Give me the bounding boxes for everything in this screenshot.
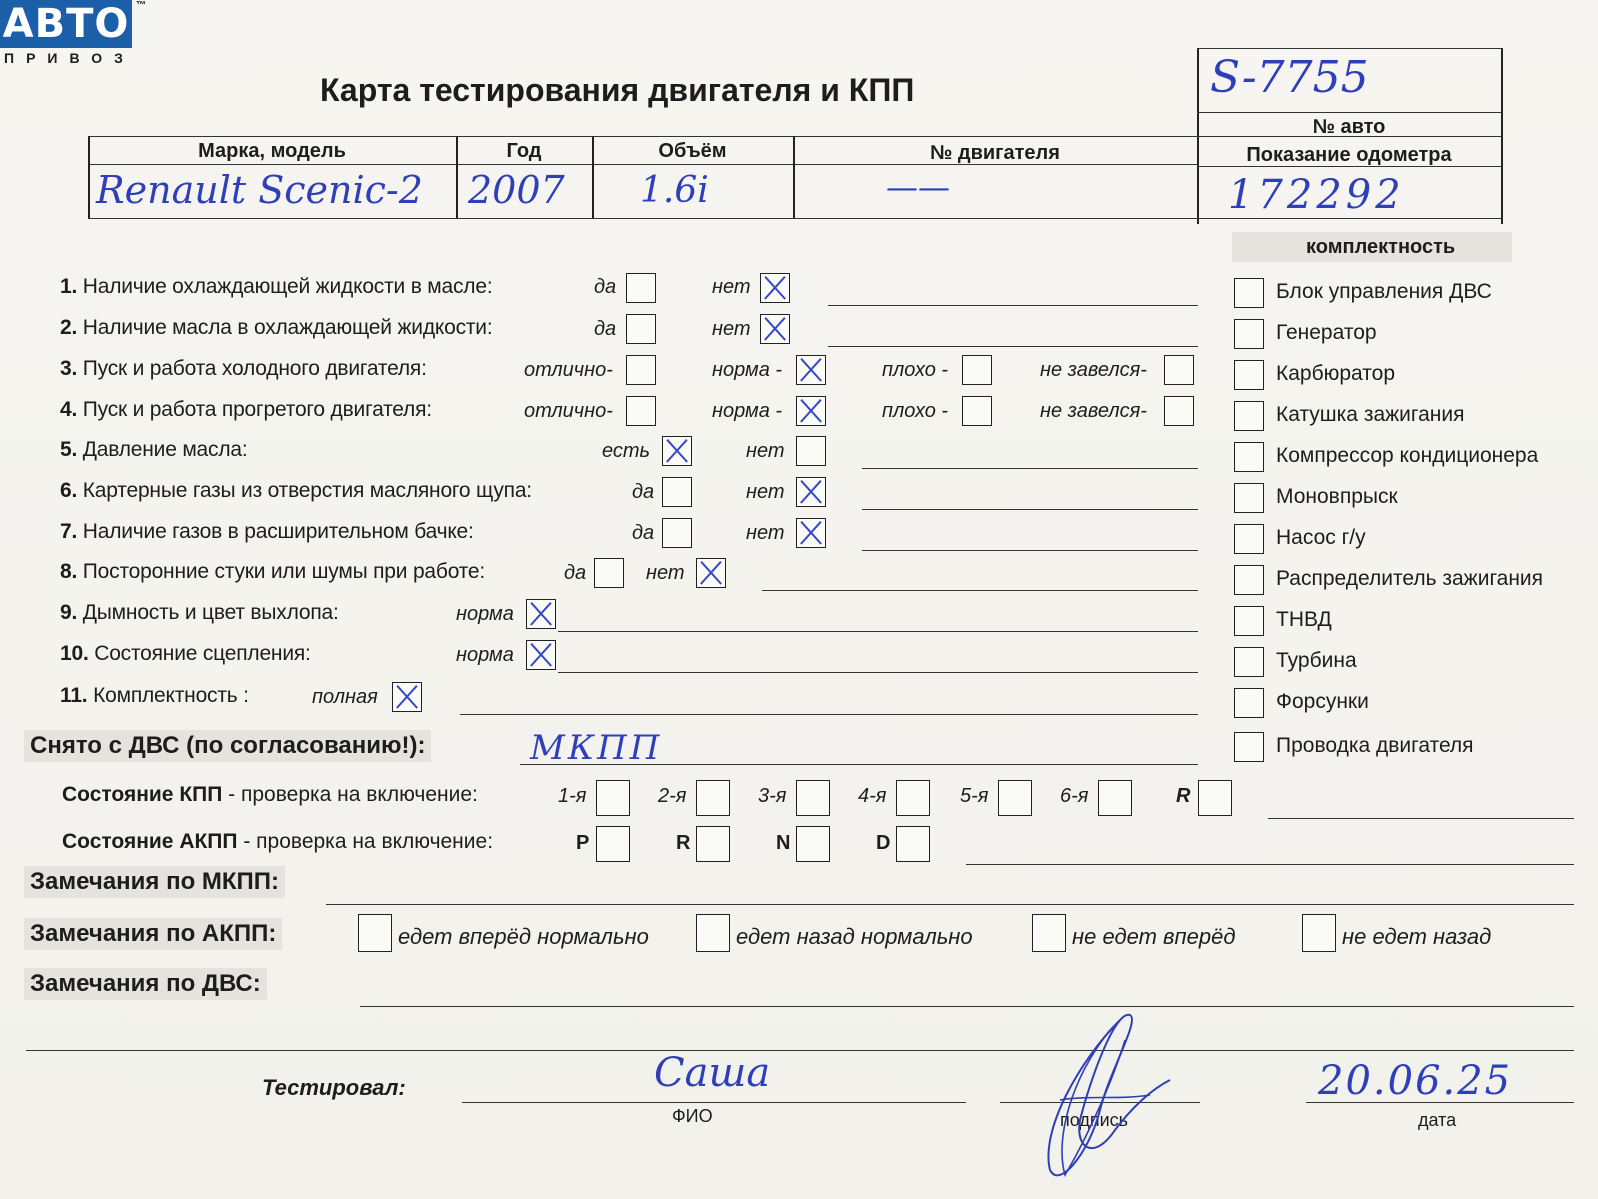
question-number: 11. [60, 684, 88, 707]
q9-normal-checkbox[interactable] [526, 599, 556, 629]
gear-5-checkbox[interactable] [998, 780, 1032, 816]
option-label-ne-zavelsya: не завелся- [1040, 359, 1147, 381]
col-engine-no: № двигателя [930, 142, 1060, 164]
komplekt-item: Форсунки [1276, 690, 1369, 713]
gear-label: 4-я [858, 785, 887, 807]
signature [1020, 1000, 1200, 1190]
akpp-option-label: едет вперёд нормально [398, 924, 649, 949]
option-label-net: нет [746, 440, 785, 462]
option-label-net: нет [646, 562, 685, 584]
q1-yes-checkbox[interactable] [626, 273, 656, 303]
q3-no-start-checkbox[interactable] [1164, 355, 1194, 385]
q4-normal-checkbox[interactable] [796, 396, 826, 426]
komplektnost-title: комплектность [1306, 236, 1456, 258]
q5-absent-checkbox[interactable] [796, 436, 826, 466]
komplekt-checkbox-ps-pump[interactable] [1234, 524, 1264, 554]
year-value: 2007 [468, 168, 565, 212]
q4-excellent-checkbox[interactable] [626, 396, 656, 426]
komplekt-checkbox-generator[interactable] [1234, 319, 1264, 349]
question-row-9 [60, 601, 339, 625]
question-row-2 [60, 316, 492, 340]
option-label-otlichno: отлично- [524, 359, 613, 381]
question-row-4 [60, 398, 432, 422]
question-number: 1. [60, 275, 78, 298]
komplekt-item: Компрессор кондиционера [1276, 444, 1539, 467]
question-text: Посторонние стуки или шумы при работе: [82, 560, 486, 583]
akpp-reverse-ok-checkbox[interactable] [696, 914, 730, 952]
gear-6-checkbox[interactable] [1098, 780, 1132, 816]
q3-excellent-checkbox[interactable] [626, 355, 656, 385]
gear-label: 6-я [1060, 785, 1089, 807]
komplekt-item: ТНВД [1276, 608, 1332, 631]
q3-bad-checkbox[interactable] [962, 355, 992, 385]
question-text: Наличие охлаждающей жидкости в масле: [82, 275, 493, 298]
question-text: Наличие масла в охлаждающей жидкости: [82, 316, 493, 339]
question-number: 2. [60, 316, 78, 339]
option-label-polnaya: полная [312, 686, 378, 708]
question-number: 6. [60, 479, 78, 502]
komplekt-item: Катушка зажигания [1276, 403, 1465, 426]
logo-trademark: ™ [136, 0, 146, 11]
komplekt-item: Турбина [1276, 649, 1357, 672]
komplekt-checkbox-carburetor[interactable] [1234, 360, 1264, 390]
akpp-p-checkbox[interactable] [596, 826, 630, 862]
remarks-dvs-label: Замечания по ДВС: [24, 968, 267, 1000]
akpp-forward-ok-checkbox[interactable] [358, 914, 392, 952]
komplekt-checkbox-injection-pump[interactable] [1234, 606, 1264, 636]
komplekt-item: Блок управления ДВС [1276, 280, 1492, 303]
question-text: Наличие газов в расширительном бачке: [82, 520, 474, 543]
option-label-ne-zavelsya: не завелся- [1040, 400, 1147, 422]
option-label-norma: норма [456, 644, 514, 666]
q2-yes-checkbox[interactable] [626, 314, 656, 344]
akpp-mode-label: R [676, 832, 691, 854]
gear-label: 1-я [558, 785, 587, 807]
option-label-net: нет [712, 318, 751, 340]
option-label-da: да [594, 318, 617, 340]
komplekt-item: Карбюратор [1276, 362, 1396, 385]
akpp-label-rest: - проверка на включение: [237, 830, 494, 853]
option-label-da: да [632, 522, 655, 544]
question-row-10 [60, 642, 311, 666]
date-value: 20.06.25 [1318, 1058, 1513, 1104]
engine-no-value: —— [886, 168, 950, 206]
akpp-option-label: не едет вперёд [1072, 924, 1236, 949]
tester-name-value: Саша [654, 1050, 771, 1096]
date-label: дата [1418, 1110, 1457, 1130]
form-title: Карта тестирования двигателя и КПП [320, 72, 915, 108]
q4-no-start-checkbox[interactable] [1164, 396, 1194, 426]
option-label-ploho: плохо - [882, 400, 949, 422]
akpp-option-label: едет назад нормально [736, 924, 973, 949]
akpp-mode-label: P [576, 832, 590, 854]
logo: АВТО [0, 0, 132, 48]
question-text: Давление масла: [82, 438, 248, 461]
question-text: Комплектность : [93, 684, 249, 707]
question-row-11 [60, 684, 249, 708]
akpp-n-checkbox[interactable] [796, 826, 830, 862]
volume-value: 1.6i [640, 170, 709, 211]
q1-no-checkbox[interactable] [760, 273, 790, 303]
gear-label: 5-я [960, 785, 989, 807]
question-number: 4. [60, 398, 78, 421]
option-label-net: нет [746, 481, 785, 503]
komplekt-checkbox-ecu[interactable] [1234, 278, 1264, 308]
remarks-mkpp-label: Замечания по МКПП: [24, 866, 285, 898]
tested-by-label: Тестировал: [262, 1075, 406, 1100]
akpp-label-bold: Состояние АКПП [62, 830, 238, 853]
question-text: Дымность и цвет выхлопа: [82, 601, 339, 624]
gear-label: 2-я [658, 785, 687, 807]
question-row-5 [60, 438, 248, 462]
komplekt-checkbox-ac-compressor[interactable] [1234, 442, 1264, 472]
odometer-value: 172292 [1228, 172, 1405, 218]
komplekt-checkbox-turbo[interactable] [1234, 647, 1264, 677]
q2-no-checkbox[interactable] [760, 314, 790, 344]
question-row-7 [60, 520, 474, 544]
komplekt-checkbox-distributor[interactable] [1234, 565, 1264, 595]
akpp-mode-label: N [776, 832, 791, 854]
option-label-est: есть [602, 440, 651, 462]
akpp-no-forward-checkbox[interactable] [1032, 914, 1066, 952]
gear-label: 3-я [758, 785, 787, 807]
q7-yes-checkbox[interactable] [662, 518, 692, 548]
komplekt-item: Генератор [1276, 321, 1377, 344]
q11-full-checkbox[interactable] [392, 682, 422, 712]
option-label-da: да [632, 481, 655, 503]
gear-3-checkbox[interactable] [796, 780, 830, 816]
komplekt-item: Проводка двигателя [1276, 734, 1474, 757]
akpp-r-checkbox[interactable] [696, 826, 730, 862]
col-model: Марка, модель [198, 140, 346, 162]
signature-label: подпись [1060, 1110, 1129, 1130]
question-row-8 [60, 560, 485, 584]
question-number: 9. [60, 601, 78, 624]
akpp-label [62, 830, 493, 854]
stock-number-value: S-7755 [1210, 52, 1369, 103]
kpp-label-rest: - проверка на включение: [222, 783, 478, 806]
q8-no-checkbox[interactable] [696, 558, 726, 588]
komplekt-checkbox-ignition-coil[interactable] [1234, 401, 1264, 431]
komplekt-checkbox-mono-injection[interactable] [1234, 483, 1264, 513]
komplekt-item: Моновпрыск [1276, 485, 1398, 508]
option-label-da: да [564, 562, 587, 584]
option-label-norma: норма - [712, 359, 783, 381]
akpp-option-label: не едет назад [1342, 924, 1492, 949]
removed-value: МКПП [530, 728, 663, 768]
col-odometer: Показание одометра [1246, 144, 1452, 166]
removed-label: Снято с ДВС (по согласованию!): [24, 730, 431, 762]
option-label-net: нет [712, 276, 751, 298]
komplekt-checkbox-wiring[interactable] [1234, 732, 1264, 762]
question-row-3 [60, 357, 427, 381]
question-text: Картерные газы из отверстия масляного щупа: [82, 479, 532, 502]
option-label-net: нет [746, 522, 785, 544]
q6-no-checkbox[interactable] [796, 477, 826, 507]
q3-normal-checkbox[interactable] [796, 355, 826, 385]
komplekt-item: Насос г/у [1276, 526, 1366, 549]
question-number: 8. [60, 560, 78, 583]
akpp-mode-label: D [876, 832, 891, 854]
q4-bad-checkbox[interactable] [962, 396, 992, 426]
question-text: Состояние сцепления: [94, 642, 311, 665]
question-number: 10. [60, 642, 89, 665]
col-year: Год [506, 140, 542, 162]
question-number: 5. [60, 438, 78, 461]
question-number: 3. [60, 357, 78, 380]
question-text: Пуск и работа прогретого двигателя: [82, 398, 432, 421]
option-label-norma: норма - [712, 400, 783, 422]
fio-label: ФИО [672, 1106, 713, 1126]
option-label-norma: норма [456, 603, 514, 625]
option-label-otlichno: отлично- [524, 400, 613, 422]
logo-subtitle: ПРИВОЗ [4, 50, 135, 66]
gear-4-checkbox[interactable] [896, 780, 930, 816]
gear-label: R [1176, 785, 1191, 807]
akpp-no-reverse-checkbox[interactable] [1302, 914, 1336, 952]
question-row-1 [60, 275, 492, 299]
option-label-da: да [594, 276, 617, 298]
kpp-label [62, 783, 478, 807]
gear-1-checkbox[interactable] [596, 780, 630, 816]
col-volume: Объём [658, 140, 727, 162]
option-label-ploho: плохо - [882, 359, 949, 381]
gear-2-checkbox[interactable] [696, 780, 730, 816]
kpp-label-bold: Состояние КПП [62, 783, 223, 806]
gear-r-checkbox[interactable] [1198, 780, 1232, 816]
car-number-label: № авто [1312, 116, 1386, 138]
q5-present-checkbox[interactable] [662, 436, 692, 466]
akpp-d-checkbox[interactable] [896, 826, 930, 862]
remarks-akpp-label: Замечания по АКПП: [24, 918, 282, 950]
question-row-6 [60, 479, 532, 503]
q7-no-checkbox[interactable] [796, 518, 826, 548]
q10-normal-checkbox[interactable] [526, 640, 556, 670]
question-text: Пуск и работа холодного двигателя: [82, 357, 427, 380]
question-number: 7. [60, 520, 78, 543]
komplekt-checkbox-injectors[interactable] [1234, 688, 1264, 718]
q6-yes-checkbox[interactable] [662, 477, 692, 507]
q8-yes-checkbox[interactable] [594, 558, 624, 588]
komplekt-item: Распределитель зажигания [1276, 567, 1544, 590]
model-value: Renault Scenic-2 [96, 168, 423, 212]
